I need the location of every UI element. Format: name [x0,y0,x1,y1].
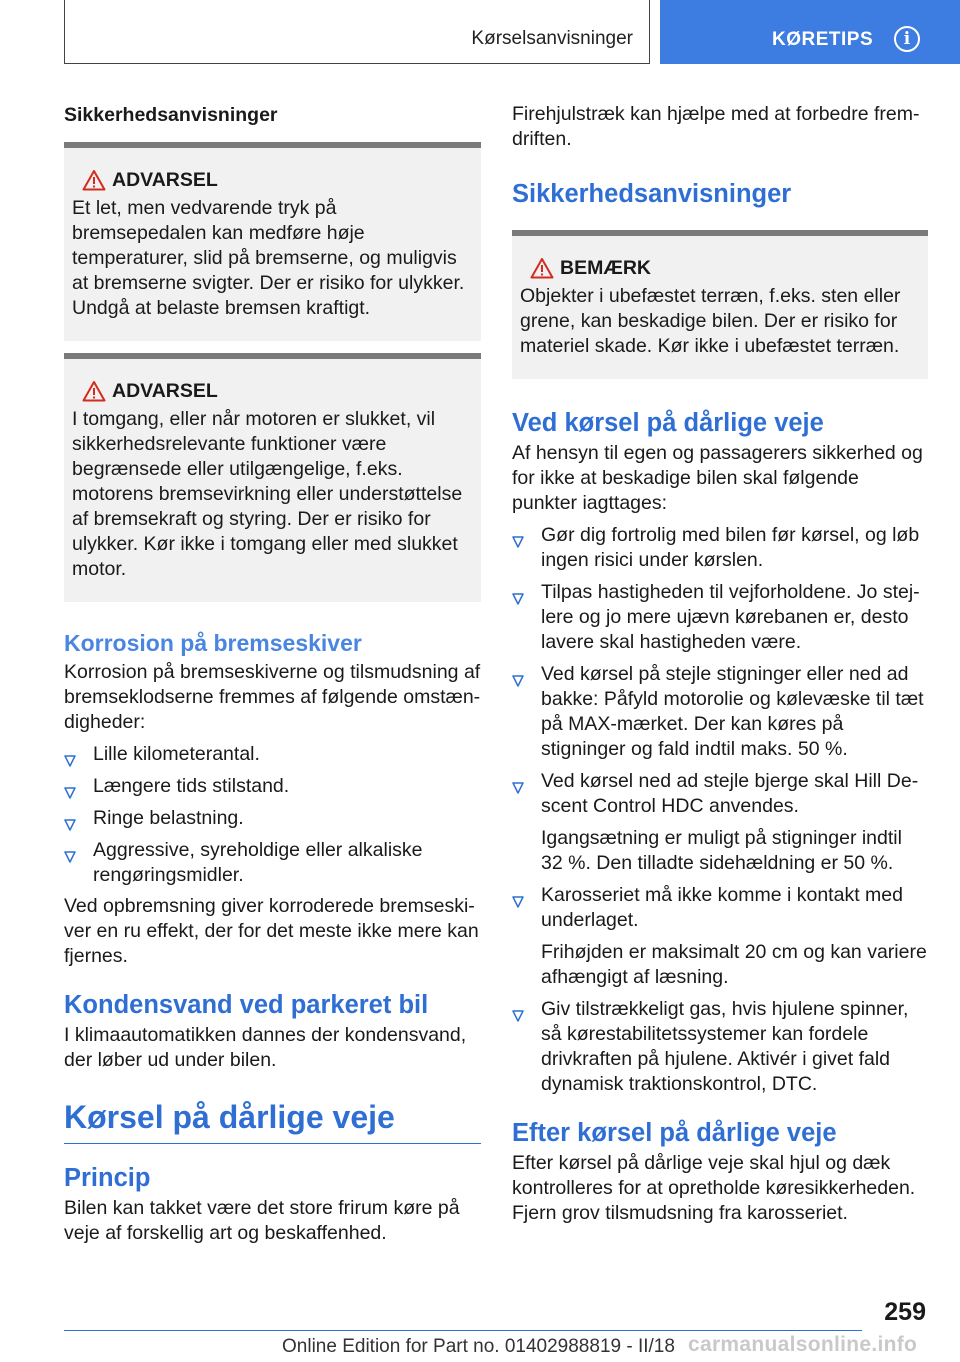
list-item: Lille kilometerantal. [64,742,481,767]
triangle-bullet-icon [64,845,76,857]
page-number: 259 [884,1298,926,1326]
triangle-bullet-icon [512,890,524,902]
driving-intro: Af hensyn til egen og passagerers sikkerhed og for ikke at beskadige bilen skal følgende punkter iagttages: [512,442,923,514]
note-box [512,230,928,379]
warning-label: ADVARSEL [112,168,218,191]
principle-heading: Princip [64,1164,151,1192]
page-header [0,0,960,66]
list-item: Ved kørsel på stejle stigninger eller ned ad bakke: Påfyld motorolie og kølevæske til tæt på MAX-mærket. Der kan køres på stigninger og fald indtil maks. 50 %. [512,662,928,762]
warning-box-2 [64,353,481,602]
corrosion-heading: Korrosion på bremseskiver [64,630,362,656]
safety-heading: Sikkerhedsanvisninger [512,180,792,208]
header-chapter-tab[interactable] [660,0,960,64]
right-column [512,102,928,1226]
list-item-note: Frihøjden er maksimalt 20 cm og kan variere afhængigt af læsning. [541,941,927,988]
corrosion-list [64,742,481,888]
condensation-heading: Kondensvand ved parkeret bil [64,991,429,1019]
triangle-bullet-icon [64,813,76,825]
note-label: BEMÆRK [560,256,651,279]
bad-roads-heading: Kørsel på dårlige veje [64,1099,395,1135]
left-column [64,102,481,1246]
triangle-bullet-icon [64,749,76,761]
header-section-title: Kørselsanvisninger [471,28,633,49]
corrosion-outro: Ved opbremsning giver korroderede bremseskiver en ru effekt, der for det meste ikke mere kan fjernes. [64,895,479,967]
list-item-note: Igangsætning er muligt på stigninger indtil 32 %. Den tilladte sidehældning er 50 %. [541,827,902,874]
warning-label: ADVARSEL [112,379,218,402]
driving-list-cont [512,883,928,933]
warning-text: Et let, men vedvarende tryk på bremsepedalen kan medføre høje temperaturer, slid på bremserne, og muligvis at bremserne svigter. Der er risiko for ulykker. Undgå at belaste bremsen kraftigt. [72,197,465,319]
header-tab-label: KØRETIPS [772,29,874,50]
after-heading: Efter kørsel på dårlige veje [512,1119,837,1147]
list-item: Tilpas hastigheden til vejforholdene. Jo stejlere og jo mere ujævn kørebanen er, desto lavere skal hastigheden være. [512,580,928,655]
warning-text: I tomgang, eller når motoren er slukket, vil sikkerhedsrelevante funktioner være begrænsede eller utilgængelige, f.eks. motorens bremsevirkning eller understøttelse af bremsekraft og styring. Der er risiko for ulykker. Kør ikke i tomgang eller med slukket motor. [72,408,463,580]
driving-heading: Ved kørsel på dårlige veje [512,409,824,437]
triangle-bullet-icon [512,776,524,788]
header-section-box [64,0,650,64]
driving-list [512,523,928,819]
after-text: Efter kørsel på dårlige veje skal hjul og dæk kontrolleres for at opretholde køresikkerheden. Fjern grov tilsmudsning fra karosseriet. [512,1152,916,1224]
list-item: Gør dig fortrolig med bilen før kørsel, og løb ingen risici under kørslen. [512,523,928,573]
intro-heading: Sikkerhedsanvisninger [64,104,278,126]
triangle-bullet-icon [512,669,524,681]
triangle-bullet-icon [512,587,524,599]
info-icon: i [894,26,920,52]
triangle-bullet-icon [512,1004,524,1016]
list-item: Ved kørsel ned ad stejle bjerge skal Hill Descent Control HDC anvendes. [512,769,928,819]
warning-triangle-icon [520,256,560,280]
list-item: Aggressive, syreholdige eller alkaliske rengøringsmidler. [64,838,481,888]
note-text: Objekter i ubefæstet terræn, f.eks. sten eller grene, kan beskadige bilen. Der er risiko for materiel skade. Kør ikke i ubefæstet terræn. [520,285,901,357]
driving-list-cont [512,997,928,1097]
list-item: Giv tilstrækkeligt gas, hvis hjulene spinner, så kørestabilitetssystemer kan fordele drivkraften på hjulene. Aktivér i givet fald dynamisk traktionskontrol, DTC. [512,997,928,1097]
list-item: Ringe belastning. [64,806,481,831]
warning-triangle-icon [72,168,112,192]
warning-box-1 [64,142,481,341]
corrosion-intro: Korrosion på bremseskiverne og tilsmudsning af bremseklodserne fremmes af følgende omstændigheder: [64,661,481,733]
intro-text: Firehjulstræk kan hjælpe med at forbedre fremdriften. [512,103,920,150]
condensation-text: I klimaautomatikken dannes der kondensvand, der løber ud under bilen. [64,1024,467,1071]
list-item: Karosseriet må ikke komme i kontakt med underlaget. [512,883,928,933]
watermark: carmanualsonline.info [688,1333,918,1356]
principle-text: Bilen kan takket være det store frirum køre på veje af forskellig art og beskaffenhed. [64,1197,460,1244]
triangle-bullet-icon [64,781,76,793]
list-item: Længere tids stilstand. [64,774,481,799]
triangle-bullet-icon [512,530,524,542]
warning-triangle-icon [72,379,112,403]
footer-rule [64,1330,862,1331]
heading-rule [64,1143,481,1144]
footer-edition: Online Edition for Part no. 01402988819 - II/18 [282,1336,675,1357]
